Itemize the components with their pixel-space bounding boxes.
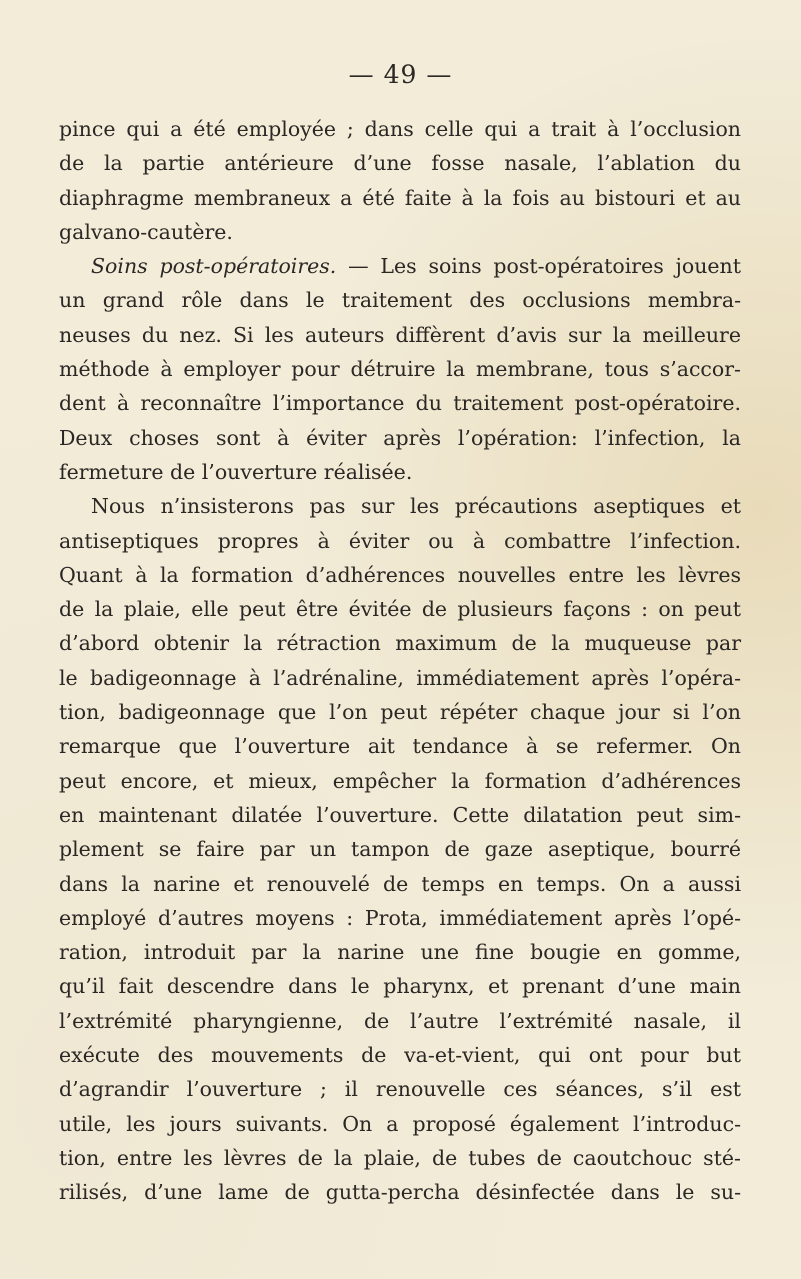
text-line: pince qui a été employée ; dans celle qui a trait à l’occlusion [59,117,741,141]
text-line: fermeture de l’ouverture réalisée. [59,459,413,484]
text-line: qu’il fait descendre dans le pharynx, et prenant d’une main [59,974,741,999]
text-line: antiseptiques propres à éviter ou à combattre l’infection. [59,528,741,553]
text-line: exécute des mouvements de va-et-vient, qui ont pour but [59,1043,741,1068]
text-line: utile, les jours suivants. On a proposé également l’introduc- [59,1111,741,1136]
text-line: neuses du nez. Si les auteurs diffèrent d’avis sur la meilleure [59,322,741,347]
text-line: tion, entre les lèvres de la plaie, de tubes de caoutchouc sté- [59,1145,741,1170]
text-line: diaphragme membraneux a été faite à la fois au bistouri et au [59,185,741,210]
text-line-rest: — Les soins post-opératoires jouent [336,254,741,279]
body-text [59,112,741,1210]
text-line: un grand rôle dans le traitement des occlusions membra- [59,288,741,313]
text-line: l’extrémité pharyngienne, de l’autre l’extrémité nasale, il [59,1008,741,1033]
text-line: de la plaie, elle peut être évitée de plusieurs façons : on peut [59,597,741,622]
text-line: de la partie antérieure d’une fosse nasale, l’ablation du [59,151,741,176]
section-heading-line [59,249,741,283]
text-line: employé d’autres moyens : Prota, immédiatement après l’opé- [59,905,741,930]
page-number: — 49 — [348,60,453,89]
text-line: méthode à employer pour détruire la membrane, tous s’accor- [59,357,741,382]
text-line: galvano-cautère. [59,219,233,244]
section-heading: Soins post-opératoires. [91,254,337,279]
text-line: plement se faire par un tampon de gaze aseptique, bourré [59,837,741,862]
text-line: Nous n’insisterons pas sur les précautions aseptiques et [91,494,741,519]
text-line: Quant à la formation d’adhérences nouvelles entre les lèvres [59,562,741,587]
text-line: d’agrandir l’ouverture ; il renouvelle ces séances, s’il est [59,1077,741,1102]
text-line: peut encore, et mieux, empêcher la formation d’adhérences [59,768,741,793]
text-line: en maintenant dilatée l’ouverture. Cette dilatation peut sim- [59,802,741,827]
text-line: dans la narine et renouvelé de temps en temps. On a aussi [59,871,741,896]
text-line: le badigeonnage à l’adrénaline, immédiatement après l’opéra- [59,665,741,690]
text-line: Deux choses sont à éviter après l’opération: l’infection, la [59,425,741,450]
text-line: tion, badigeonnage que l’on peut répéter chaque jour si l’on [59,700,741,725]
text-line: d’abord obtenir la rétraction maximum de la muqueuse par [59,631,741,656]
text-line: dent à reconnaître l’importance du traitement post-opératoire. [59,391,741,416]
text-line: remarque que l’ouverture ait tendance à se refermer. On [59,734,741,759]
text-line: ration, introduit par la narine une fine bougie en gomme, [59,940,741,965]
text-line: rilisés, d’une lame de gutta-percha désinfectée dans le su- [59,1180,741,1205]
